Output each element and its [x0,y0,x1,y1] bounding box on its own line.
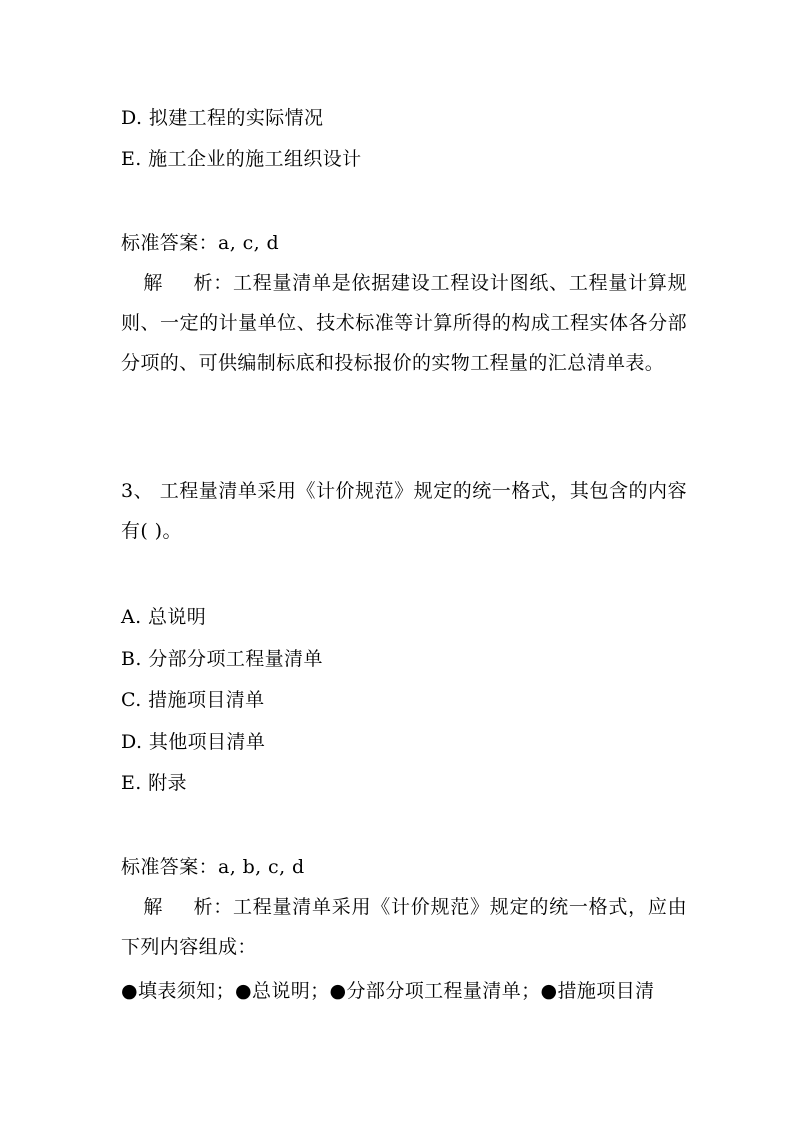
q2-analysis-label-b: 析： [193,272,233,294]
q3-analysis [121,887,687,967]
q3-option-d: D. 其他项目清单 [121,731,266,753]
q2-analysis [121,263,687,383]
q2-analysis-text: 工程量清单是依据建设工程设计图纸、工程量计算规则、一定的计量单位、技术标准等计算所得的构成工程实体各分部分项的、可供编制标底和投标报价的实物工程量的汇总清单表。 [121,272,688,374]
q2-standard-answer: 标准答案：a, c, d [121,232,280,254]
q3-question: 3、 工程量清单采用《计价规范》规定的统一格式，其包含的内容有( )。 [121,480,687,542]
q3-option-a: A. 总说明 [121,606,207,628]
q2-analysis-label-a: 解 [143,272,164,294]
q3-analysis-label-a: 解 [143,896,164,918]
q3-option-c: C. 措施项目清单 [121,689,265,711]
q3-analysis-label-b: 析： [193,896,233,918]
q3-option-e: E. 附录 [121,772,187,794]
q2-option-e: E. 施工企业的施工组织设计 [121,148,362,170]
q3-bullets-line: ●填表须知；●总说明；●分部分项工程量清单；●措施项目清 [121,980,655,1002]
q3-analysis-text: 工程量清单采用《计价规范》规定的统一格式，应由下列内容组成： [121,896,688,958]
q3-option-b: B. 分部分项工程量清单 [121,648,323,670]
q3-standard-answer: 标准答案：a, b, c, d [121,856,305,878]
q2-option-d: D. 拟建工程的实际情况 [121,107,324,129]
